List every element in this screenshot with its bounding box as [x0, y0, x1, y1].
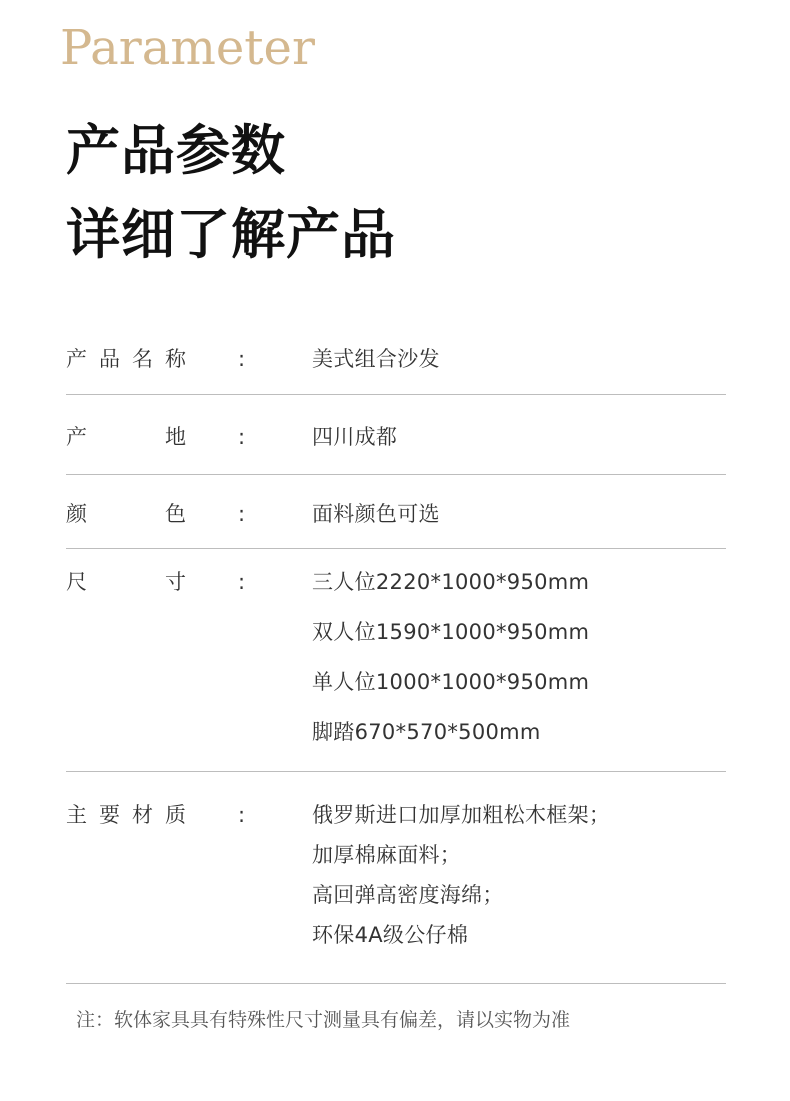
divider [66, 983, 726, 984]
spec-value: 三人位2220*1000*950mm [312, 570, 590, 594]
spec-value: 美式组合沙发 [312, 347, 440, 371]
spec-value: 双人位1590*1000*950mm [312, 620, 590, 644]
label-char: 地 [165, 425, 186, 449]
divider [66, 394, 726, 395]
english-title: Parameter [60, 20, 315, 76]
label-char: 产 [66, 425, 87, 449]
label-char: 主 [66, 803, 87, 827]
divider [66, 474, 726, 475]
spec-value: 高回弹高密度海绵； [312, 883, 504, 907]
label-char: 颜 [66, 502, 87, 526]
chinese-title-line-1: 产品参数 [66, 119, 286, 182]
colon: : [238, 425, 246, 449]
spec-values [312, 568, 589, 757]
spec-label [66, 568, 186, 596]
spec-value: 俄罗斯进口加厚加粗松木框架； [312, 803, 611, 827]
spec-label [66, 801, 186, 829]
spec-label [66, 423, 186, 451]
spec-values [312, 423, 397, 451]
spec-value: 四川成都 [312, 425, 398, 449]
colon: : [238, 347, 246, 371]
spec-values [312, 801, 610, 955]
divider [66, 548, 726, 549]
label-char: 称 [165, 347, 186, 371]
label-char: 尺 [66, 570, 87, 594]
spec-value: 环保4A级公仔棉 [312, 923, 469, 947]
spec-label [66, 500, 186, 528]
colon: : [238, 570, 246, 594]
label-char: 质 [165, 803, 186, 827]
spec-value: 加厚棉麻面料； [312, 843, 462, 867]
label-char: 色 [165, 502, 186, 526]
label-char: 要 [99, 803, 120, 827]
chinese-title-line-2: 详细了解产品 [66, 203, 396, 266]
footnote: 注：软体家具具有特殊性尺寸测量具有偏差，请以实物为准 [76, 1009, 571, 1031]
label-char: 材 [132, 803, 153, 827]
spec-values [312, 500, 440, 528]
colon: : [238, 803, 246, 827]
label-char: 名 [132, 347, 153, 371]
spec-value: 面料颜色可选 [312, 502, 440, 526]
colon: : [238, 502, 246, 526]
label-char: 品 [99, 347, 120, 371]
spec-values [312, 345, 440, 373]
divider [66, 771, 726, 772]
label-char: 寸 [165, 570, 186, 594]
spec-value: 脚踏670*570*500mm [312, 720, 541, 744]
spec-value: 单人位1000*1000*950mm [312, 670, 590, 694]
label-char: 产 [66, 347, 87, 371]
spec-label [66, 345, 186, 373]
